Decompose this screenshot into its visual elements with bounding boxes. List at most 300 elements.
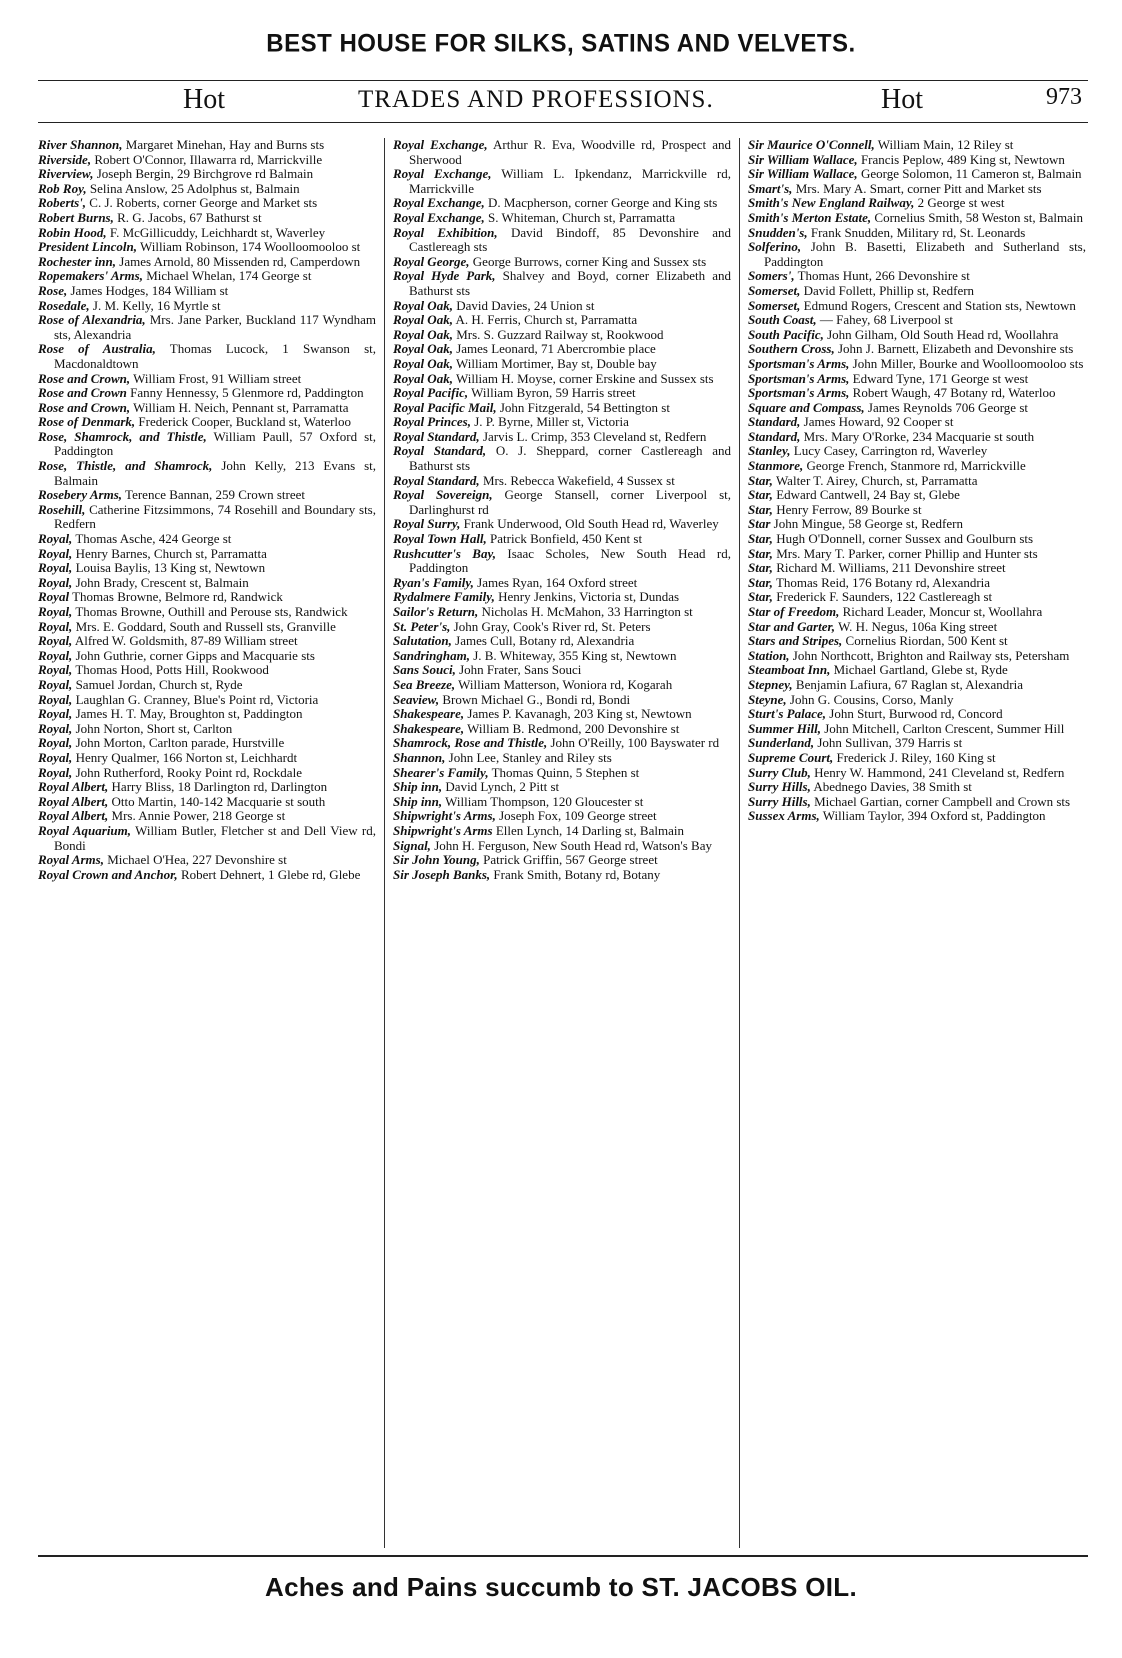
entry-establishment-name: Royal Oak, bbox=[393, 341, 453, 357]
entry-establishment-name: Shearer's Family, bbox=[393, 764, 489, 780]
directory-entry bbox=[393, 255, 731, 270]
directory-entry bbox=[748, 780, 1086, 795]
entry-establishment-name: Robert Burns, bbox=[38, 209, 114, 225]
entry-details: David Follett, Phillip st, Redfern bbox=[800, 282, 975, 298]
entry-details: Shalvey and Boyd, corner Elizabeth and Bathurst sts bbox=[409, 268, 731, 298]
entry-establishment-name: Surry Hills, bbox=[748, 779, 811, 795]
entry-details: Ellen Lynch, 14 Darling st, Balmain bbox=[492, 822, 684, 838]
directory-entry bbox=[38, 196, 376, 211]
entry-details: Thomas Hunt, 266 Devonshire st bbox=[794, 268, 970, 284]
entry-details: John Gilham, Old South Head rd, Woollahra bbox=[823, 326, 1059, 342]
directory-entry bbox=[38, 722, 376, 737]
entry-details: Thomas Browne, Outhill and Perouse sts, Randwick bbox=[72, 604, 348, 619]
entry-details: Brown Michael G., Bondi rd, Bondi bbox=[439, 691, 631, 707]
directory-entry bbox=[393, 167, 731, 196]
directory-entry bbox=[748, 328, 1086, 343]
entry-establishment-name: Royal, bbox=[38, 618, 73, 634]
directory-entry bbox=[38, 401, 376, 416]
entry-details: Henry Ferrow, 89 Bourke st bbox=[772, 501, 922, 517]
directory-entry bbox=[38, 503, 376, 532]
directory-entry bbox=[748, 284, 1086, 299]
directory-entry bbox=[38, 663, 376, 678]
column-divider bbox=[384, 138, 385, 1548]
entry-details: William Main, 12 Riley st bbox=[874, 138, 1014, 152]
entry-details: Edmund Rogers, Crescent and Station sts, Newtown bbox=[800, 297, 1076, 313]
entry-details: Mrs. Mary O'Rorke, 234 Macquarie st south bbox=[800, 428, 1035, 444]
directory-entry bbox=[38, 269, 376, 284]
entry-details: Mrs. Rebecca Wakefield, 4 Sussex st bbox=[479, 472, 675, 488]
entry-details: Joseph Bergin, 29 Birchgrove rd Balmain bbox=[93, 166, 314, 182]
directory-entry bbox=[38, 415, 376, 430]
entry-details: George French, Stanmore rd, Marrickville bbox=[803, 458, 1026, 474]
entry-details: John Miller, Bourke and Woolloomooloo sts bbox=[849, 355, 1084, 371]
entry-establishment-name: Standard, bbox=[748, 414, 801, 430]
entry-establishment-name: Royal, bbox=[38, 604, 73, 619]
entry-details: Frank Underwood, Old South Head rd, Waverley bbox=[460, 516, 719, 532]
entry-details: John Mingue, 58 George st, Redfern bbox=[770, 516, 963, 532]
directory-entry bbox=[393, 415, 731, 430]
directory-entry bbox=[748, 313, 1086, 328]
directory-entry bbox=[38, 284, 376, 299]
entry-establishment-name: Star, bbox=[748, 472, 773, 488]
entry-establishment-name: Royal, bbox=[38, 764, 73, 780]
entry-establishment-name: Royal, bbox=[38, 647, 73, 663]
directory-entry bbox=[393, 444, 731, 473]
entry-establishment-name: Sir William Wallace, bbox=[748, 151, 858, 167]
entry-establishment-name: Somerset, bbox=[748, 282, 801, 298]
entry-details: Thomas Browne, Belmore rd, Randwick bbox=[69, 589, 283, 605]
entry-details: James Ryan, 164 Oxford street bbox=[473, 574, 638, 590]
entry-establishment-name: Supreme Court, bbox=[748, 749, 834, 765]
directory-entry bbox=[393, 138, 731, 167]
entry-establishment-name: Sturt's Palace, bbox=[748, 706, 827, 722]
entry-establishment-name: Royal Oak, bbox=[393, 326, 453, 342]
entry-details: Mrs. S. Guzzard Railway st, Rookwood bbox=[452, 326, 664, 342]
entry-establishment-name: Roberts', bbox=[38, 195, 87, 211]
entry-establishment-name: Royal Pacific Mail, bbox=[393, 399, 497, 415]
entry-establishment-name: South Pacific, bbox=[748, 326, 824, 342]
directory-entry bbox=[393, 590, 731, 605]
entry-establishment-name: Stanley, bbox=[748, 443, 791, 459]
entry-establishment-name: Riverview, bbox=[38, 166, 94, 182]
entry-establishment-name: President Lincoln, bbox=[38, 239, 137, 255]
entry-details: John Brady, Crescent st, Balmain bbox=[72, 574, 249, 590]
entry-establishment-name: Star, bbox=[748, 501, 773, 517]
page-number: 973 bbox=[1046, 84, 1082, 110]
entry-details: Abednego Davies, 38 Smith st bbox=[810, 779, 972, 795]
entry-establishment-name: Royal, bbox=[38, 749, 73, 765]
entry-details: Walter T. Airey, Church, st, Parramatta bbox=[772, 472, 978, 488]
directory-entry bbox=[748, 561, 1086, 576]
directory-entry bbox=[393, 532, 731, 547]
entry-details: James Howard, 92 Cooper st bbox=[800, 414, 954, 430]
entry-establishment-name: Sans Souci, bbox=[393, 662, 456, 678]
entry-establishment-name: Stanmore, bbox=[748, 458, 804, 474]
entry-establishment-name: Shakespeare, bbox=[393, 706, 465, 722]
directory-entry bbox=[38, 547, 376, 562]
entry-establishment-name: Star, bbox=[748, 574, 773, 590]
directory-entry bbox=[38, 853, 376, 868]
entry-establishment-name: Royal Hyde Park, bbox=[393, 268, 496, 284]
entry-details: J. P. Byrne, Miller st, Victoria bbox=[471, 414, 629, 430]
entry-establishment-name: Ship inn, bbox=[393, 779, 443, 795]
directory-entry bbox=[393, 795, 731, 810]
directory-entry bbox=[393, 401, 731, 416]
directory-entry bbox=[748, 299, 1086, 314]
directory-entry bbox=[393, 488, 731, 517]
directory-entry bbox=[38, 678, 376, 693]
directory-entry bbox=[748, 532, 1086, 547]
directory-entry bbox=[748, 649, 1086, 664]
entry-details: John Northcott, Brighton and Railway sts, Petersham bbox=[789, 647, 1070, 663]
entry-establishment-name: Sportsman's Arms, bbox=[748, 370, 850, 386]
entry-details: Hugh O'Donnell, corner Sussex and Goulburn sts bbox=[772, 531, 1034, 547]
entry-details: Michael O'Hea, 227 Devonshire st bbox=[103, 852, 287, 868]
entry-details: James Reynolds 706 George st bbox=[864, 399, 1028, 415]
entry-establishment-name: River Shannon, bbox=[38, 138, 123, 152]
directory-entry bbox=[748, 809, 1086, 824]
entry-details: Thomas Hood, Potts Hill, Rookwood bbox=[72, 662, 269, 678]
entry-details: Mrs. Annie Power, 218 George st bbox=[108, 808, 286, 824]
directory-entry bbox=[393, 196, 731, 211]
directory-entry bbox=[748, 766, 1086, 781]
entry-establishment-name: Ropemakers' Arms, bbox=[38, 268, 143, 284]
advertisement-banner-top: BEST HOUSE FOR SILKS, SATINS AND VELVETS. bbox=[266, 29, 856, 58]
entry-establishment-name: Royal, bbox=[38, 560, 73, 576]
entry-establishment-name: Rose of Alexandria, bbox=[38, 312, 146, 328]
entry-details: William Thompson, 120 Gloucester st bbox=[442, 793, 644, 809]
entry-details: 2 George st west bbox=[914, 195, 1005, 211]
entry-establishment-name: Somerset, bbox=[748, 297, 801, 313]
directory-entry bbox=[748, 503, 1086, 518]
column-divider bbox=[739, 138, 740, 1548]
entry-establishment-name: Sir John Young, bbox=[393, 852, 480, 868]
entry-establishment-name: Royal, bbox=[38, 706, 73, 722]
entry-details: Catherine Fitzsimmons, 74 Rosehill and Boundary sts, Redfern bbox=[54, 501, 376, 532]
running-head-right: Hot bbox=[881, 84, 923, 115]
directory-entry bbox=[748, 722, 1086, 737]
entry-establishment-name: Riverside, bbox=[38, 151, 92, 167]
entry-establishment-name: Star, bbox=[748, 560, 773, 576]
entry-details: William Taylor, 394 Oxford st, Paddington bbox=[819, 808, 1046, 824]
entry-details: William Byron, 59 Harris street bbox=[468, 385, 636, 401]
directory-entry bbox=[748, 415, 1086, 430]
directory-entry bbox=[748, 693, 1086, 708]
entry-establishment-name: Royal Exchange, bbox=[393, 138, 488, 152]
directory-entry bbox=[748, 138, 1086, 153]
directory-entry bbox=[748, 372, 1086, 387]
entry-details: Jarvis L. Crimp, 353 Cleveland st, Redfern bbox=[479, 428, 707, 444]
entry-details: John Guthrie, corner Gipps and Macquarie sts bbox=[72, 647, 315, 663]
entry-establishment-name: Royal, bbox=[38, 735, 73, 751]
entry-establishment-name: Signal, bbox=[393, 837, 431, 853]
entry-details: O. J. Sheppard, corner Castlereagh and Bathurst sts bbox=[409, 443, 731, 474]
directory-entry bbox=[748, 342, 1086, 357]
directory-column-3 bbox=[748, 138, 1086, 1550]
entry-establishment-name: Sandringham, bbox=[393, 647, 470, 663]
entry-establishment-name: Sportsman's Arms, bbox=[748, 385, 850, 401]
entry-details: William B. Redmond, 200 Devonshire st bbox=[464, 720, 680, 736]
directory-entry bbox=[748, 386, 1086, 401]
directory-entry bbox=[748, 707, 1086, 722]
directory-column-1 bbox=[38, 138, 376, 1550]
directory-entry bbox=[38, 488, 376, 503]
directory-entry bbox=[38, 751, 376, 766]
entry-details: James Leonard, 71 Abercrombie place bbox=[452, 341, 656, 357]
directory-entry bbox=[38, 386, 376, 401]
entry-establishment-name: Surry Hills, bbox=[748, 793, 811, 809]
entry-details: John Mitchell, Carlton Crescent, Summer Hill bbox=[820, 720, 1065, 736]
entry-details: Mrs. Mary T. Parker, corner Phillip and Hunter sts bbox=[772, 545, 1038, 561]
directory-entry bbox=[38, 299, 376, 314]
entry-details: W. H. Negus, 106a King street bbox=[835, 618, 998, 634]
entry-establishment-name: Royal Albert, bbox=[38, 779, 109, 795]
entry-establishment-name: Steyne, bbox=[748, 691, 787, 707]
entry-details: John Morton, Carlton parade, Hurstville bbox=[72, 735, 285, 751]
entry-details: Harry Bliss, 18 Darlington rd, Darlington bbox=[108, 779, 328, 795]
entry-establishment-name: St. Peter's, bbox=[393, 618, 451, 634]
entry-details: George Stansell, corner Liverpool st, Darlinghurst rd bbox=[409, 487, 731, 517]
directory-entry bbox=[748, 444, 1086, 459]
entry-establishment-name: Star, bbox=[748, 531, 773, 547]
entry-details: Thomas Lucock, 1 Swanson st, Macdonaldtown bbox=[54, 341, 376, 371]
directory-entry bbox=[748, 576, 1086, 591]
directory-entry bbox=[393, 736, 731, 751]
entry-details: John Sturt, Burwood rd, Concord bbox=[826, 706, 1003, 722]
entry-establishment-name: Rose and Crown bbox=[38, 385, 127, 401]
entry-establishment-name: Royal bbox=[38, 589, 70, 605]
directory-entry bbox=[393, 517, 731, 532]
directory-entry bbox=[748, 153, 1086, 168]
entry-details: Edward Cantwell, 24 Bay st, Glebe bbox=[772, 487, 960, 503]
entry-establishment-name: Royal Standard, bbox=[393, 472, 480, 488]
entry-establishment-name: Shakespeare, bbox=[393, 720, 465, 736]
advertisement-banner-bottom: Aches and Pains succumb to ST. JACOBS OIL. bbox=[265, 1572, 857, 1602]
entry-details: Henry Qualmer, 166 Norton st, Leichhardt bbox=[72, 749, 298, 765]
entry-details: David Lynch, 2 Pitt st bbox=[442, 779, 560, 795]
directory-entry bbox=[38, 138, 376, 153]
directory-entry bbox=[393, 605, 731, 620]
entry-details: Cornelius Riordan, 500 Kent st bbox=[842, 633, 1008, 649]
entry-details: John Gray, Cook's River rd, St. Peters bbox=[450, 618, 651, 634]
entry-details: Robert Waugh, 47 Botany rd, Waterloo bbox=[849, 385, 1056, 401]
entry-details: Arthur R. Eva, Woodville rd, Prospect and Sherwood bbox=[409, 138, 731, 167]
directory-entry bbox=[38, 649, 376, 664]
directory-entry bbox=[748, 269, 1086, 284]
entry-details: John H. Ferguson, New South Head rd, Watson's Bay bbox=[430, 837, 712, 853]
entry-establishment-name: Smith's Merton Estate, bbox=[748, 209, 872, 225]
entry-establishment-name: Royal, bbox=[38, 691, 73, 707]
entry-establishment-name: Rose, Shamrock, and Thistle, bbox=[38, 428, 207, 444]
entry-details: Michael Gartian, corner Campbell and Crown sts bbox=[810, 793, 1071, 809]
entry-establishment-name: Star bbox=[748, 516, 771, 532]
directory-entry bbox=[748, 678, 1086, 693]
entry-details: Samuel Jordan, Church st, Ryde bbox=[72, 676, 243, 692]
directory-entry bbox=[38, 824, 376, 853]
entry-details: Thomas Reid, 176 Botany rd, Alexandria bbox=[772, 574, 991, 590]
directory-entry bbox=[748, 488, 1086, 503]
entry-establishment-name: Rosehill, bbox=[38, 501, 86, 517]
directory-entry bbox=[393, 853, 731, 868]
directory-entry bbox=[38, 430, 376, 459]
entry-establishment-name: Royal Princes, bbox=[393, 414, 471, 430]
entry-details: Frederick Cooper, Buckland st, Waterloo bbox=[135, 414, 352, 430]
footer-rule bbox=[38, 1555, 1088, 1557]
entry-establishment-name: Seaview, bbox=[393, 691, 440, 707]
entry-establishment-name: Royal, bbox=[38, 545, 73, 561]
directory-entry bbox=[38, 459, 376, 488]
directory-entry bbox=[748, 167, 1086, 182]
directory-entry bbox=[393, 824, 731, 839]
entry-details: Frederick J. Riley, 160 King st bbox=[833, 749, 996, 765]
entry-establishment-name: Sunderland, bbox=[748, 735, 815, 751]
entry-establishment-name: Royal George, bbox=[393, 253, 470, 269]
entry-establishment-name: Royal Standard, bbox=[393, 443, 487, 459]
directory-entry bbox=[38, 766, 376, 781]
entry-establishment-name: Rosedale, bbox=[38, 297, 90, 313]
entry-establishment-name: Snudden's, bbox=[748, 224, 808, 240]
entry-establishment-name: Square and Compass, bbox=[748, 399, 865, 415]
entry-establishment-name: Royal Exchange, bbox=[393, 209, 485, 225]
entry-details: F. McGillicuddy, Leichhardt st, Waverley bbox=[106, 224, 326, 240]
entry-details: John O'Reilly, 100 Bayswater rd bbox=[547, 735, 720, 751]
entry-establishment-name: Steamboat Inn, bbox=[748, 662, 831, 678]
directory-entry bbox=[748, 547, 1086, 562]
entry-details: John Kelly, 213 Evans st, Balmain bbox=[54, 458, 376, 488]
entry-establishment-name: Royal Sovereign, bbox=[393, 487, 493, 503]
entry-details: James H. T. May, Broughton st, Paddington bbox=[72, 706, 303, 722]
entry-establishment-name: Royal, bbox=[38, 662, 73, 678]
entry-establishment-name: Rose and Crown, bbox=[38, 399, 131, 415]
directory-entry bbox=[38, 182, 376, 197]
entry-details: Isaac Scholes, New South Head rd, Paddington bbox=[409, 545, 731, 576]
directory-entry bbox=[38, 795, 376, 810]
directory-entry bbox=[748, 517, 1086, 532]
entry-establishment-name: Ship inn, bbox=[393, 793, 443, 809]
directory-entry bbox=[748, 663, 1086, 678]
entry-details: Frank Snudden, Military rd, St. Leonards bbox=[807, 224, 1026, 240]
entry-details: Henry W. Hammond, 241 Cleveland st, Redfern bbox=[810, 764, 1065, 780]
entry-details: Benjamin Lafiura, 67 Raglan st, Alexandria bbox=[792, 676, 1023, 692]
directory-entry bbox=[393, 649, 731, 664]
entry-details: Otto Martin, 140-142 Macquarie st south bbox=[108, 793, 326, 809]
entry-details: Thomas Quinn, 5 Stephen st bbox=[488, 764, 640, 780]
entry-establishment-name: Shamrock, Rose and Thistle, bbox=[393, 735, 548, 751]
entry-establishment-name: Royal Albert, bbox=[38, 808, 109, 824]
entry-details: Joseph Fox, 109 George street bbox=[495, 808, 657, 824]
entry-details: J. B. Whiteway, 355 King st, Newtown bbox=[469, 647, 677, 663]
directory-entry bbox=[38, 153, 376, 168]
directory-entry bbox=[393, 342, 731, 357]
entry-details: James Hodges, 184 William st bbox=[67, 282, 229, 298]
entry-establishment-name: Shipwright's Arms bbox=[393, 822, 493, 838]
directory-entry bbox=[393, 474, 731, 489]
entry-details: William L. Ipkendanz, Marrickville rd, Marrickville bbox=[409, 166, 731, 196]
entry-details: John Rutherford, Rooky Point rd, Rockdale bbox=[72, 764, 302, 780]
directory-entry bbox=[38, 255, 376, 270]
entry-establishment-name: Star, bbox=[748, 487, 773, 503]
entry-details: Henry Jenkins, Victoria st, Dundas bbox=[494, 589, 680, 605]
directory-entry bbox=[393, 663, 731, 678]
entry-establishment-name: Rose of Denmark, bbox=[38, 414, 136, 430]
directory-entry bbox=[748, 751, 1086, 766]
entry-details: Robert O'Connor, Illawarra rd, Marrickville bbox=[91, 151, 323, 167]
entry-details: Alfred W. Goldsmith, 87-89 William street bbox=[72, 633, 298, 649]
directory-entry bbox=[748, 401, 1086, 416]
entry-establishment-name: Standard, bbox=[748, 428, 801, 444]
entry-establishment-name: Sussex Arms, bbox=[748, 808, 820, 824]
entry-details: Robert Dehnert, 1 Glebe rd, Glebe bbox=[177, 866, 361, 882]
directory-entry bbox=[748, 634, 1086, 649]
entry-establishment-name: Royal Oak, bbox=[393, 370, 453, 386]
entry-details: Francis Peplow, 489 King st, Newtown bbox=[857, 151, 1065, 167]
directory-entry bbox=[38, 532, 376, 547]
directory-entry bbox=[393, 226, 731, 255]
entry-establishment-name: Royal Standard, bbox=[393, 428, 480, 444]
directory-entry bbox=[393, 269, 731, 298]
directory-entry bbox=[38, 313, 376, 342]
entry-establishment-name: Stars and Stripes, bbox=[748, 633, 843, 649]
entry-establishment-name: Smart's, bbox=[748, 180, 793, 196]
entry-details: Michael Gartland, Glebe st, Ryde bbox=[830, 662, 1008, 678]
entry-establishment-name: Royal Oak, bbox=[393, 297, 453, 313]
entry-details: William Paull, 57 Oxford st, Paddington bbox=[54, 428, 376, 459]
entry-details: — Fahey, 68 Liverpool st bbox=[816, 312, 954, 328]
entry-details: Patrick Griffin, 567 George street bbox=[479, 852, 658, 868]
directory-entry bbox=[393, 313, 731, 328]
entry-establishment-name: Stepney, bbox=[748, 676, 793, 692]
directory-entry bbox=[748, 240, 1086, 269]
directory-entry bbox=[748, 430, 1086, 445]
directory-entry bbox=[393, 357, 731, 372]
entry-details: Thomas Asche, 424 George st bbox=[72, 531, 232, 547]
directory-entry bbox=[748, 474, 1086, 489]
entry-establishment-name: Royal, bbox=[38, 720, 73, 736]
entry-establishment-name: Rob Roy, bbox=[38, 180, 87, 196]
entry-details: William Butler, Fletcher st and Dell View rd, Bondi bbox=[54, 822, 376, 853]
entry-establishment-name: Royal Surry, bbox=[393, 516, 461, 532]
entry-establishment-name: Royal Albert, bbox=[38, 793, 109, 809]
entry-details: Frederick F. Saunders, 122 Castlereagh st bbox=[772, 589, 993, 605]
directory-entry bbox=[393, 620, 731, 635]
running-head-title: TRADES AND PROFESSIONS. bbox=[358, 86, 714, 113]
directory-entry bbox=[748, 226, 1086, 241]
entry-establishment-name: Station, bbox=[748, 647, 790, 663]
entry-establishment-name: Ryan's Family, bbox=[393, 574, 474, 590]
directory-entry bbox=[38, 736, 376, 751]
directory-entry bbox=[393, 634, 731, 649]
entry-establishment-name: Solferino, bbox=[748, 239, 802, 255]
directory-entry bbox=[38, 605, 376, 620]
entry-establishment-name: Sea Breeze, bbox=[393, 676, 456, 692]
entry-details: Frank Smith, Botany rd, Botany bbox=[490, 866, 661, 882]
entry-details: John G. Cousins, Corso, Manly bbox=[786, 691, 954, 707]
entry-establishment-name: Sailor's Return, bbox=[393, 604, 479, 619]
entry-details: James Arnold, 80 Missenden rd, Camperdown bbox=[116, 253, 361, 269]
entry-details: Mrs. Mary A. Smart, corner Pitt and Market sts bbox=[792, 180, 1042, 196]
directory-entry bbox=[38, 211, 376, 226]
entry-establishment-name: Summer Hill, bbox=[748, 720, 821, 736]
entry-details: James P. Kavanagh, 203 King st, Newtown bbox=[464, 706, 692, 722]
directory-entry bbox=[748, 182, 1086, 197]
entry-details: Henry Barnes, Church st, Parramatta bbox=[72, 545, 267, 561]
directory-entry bbox=[393, 780, 731, 795]
directory-entry bbox=[748, 605, 1086, 620]
directory-entry bbox=[393, 693, 731, 708]
header-rule-bottom bbox=[38, 122, 1088, 123]
entry-details: C. J. Roberts, corner George and Market sts bbox=[86, 195, 318, 211]
directory-entry bbox=[748, 196, 1086, 211]
